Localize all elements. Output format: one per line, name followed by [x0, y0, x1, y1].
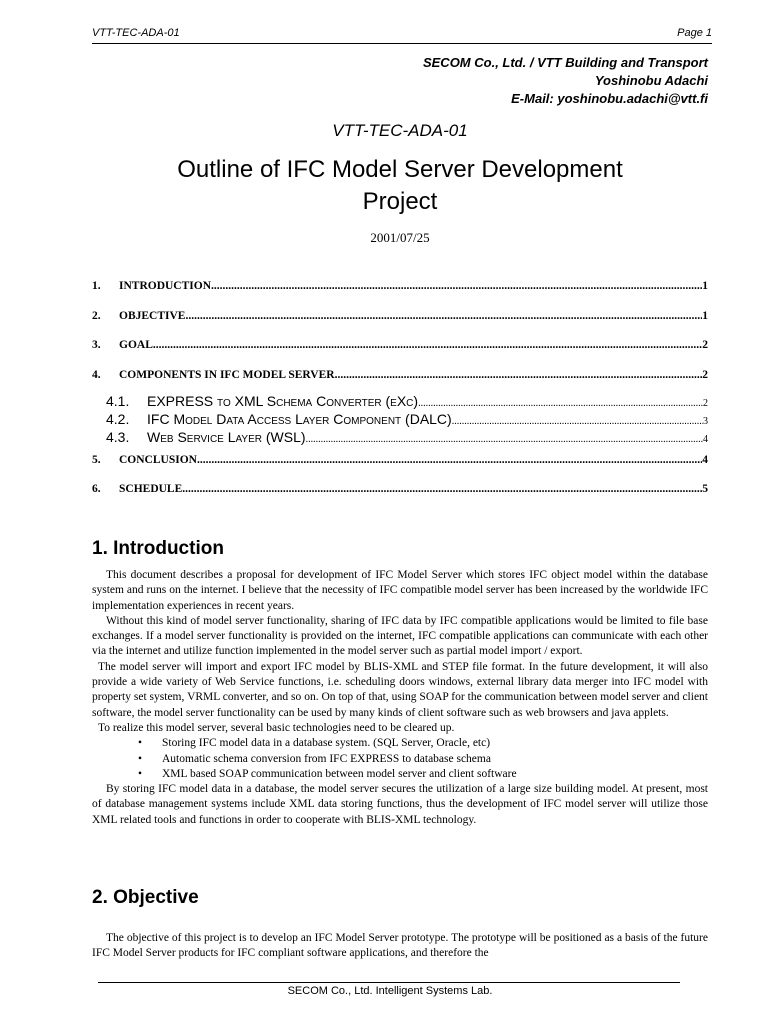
paragraph: By storing IFC model data in a database, the model server secures the utilization of a large size building model. At present, most of database management systems include XML data storing functions, thus the development of IFC model server will utilize those XML related tools and functions in order to cooperate with BLIS-XML technology. — [92, 783, 708, 826]
list-item — [92, 736, 708, 751]
bullet-icon: • — [138, 752, 143, 765]
toc-entry-title: COMPONENTS IN IFC MODEL SERVER — [119, 368, 335, 381]
toc-entry-page: 2 — [702, 368, 708, 381]
toc-subentry-dalc[interactable] — [92, 411, 708, 429]
header-divider — [92, 43, 712, 44]
document-id: VTT-TEC-ADA-01 — [332, 121, 468, 140]
paragraph: The model server will import and export IFC model by BLIS-XML and STEP file format. In the future development, it will also provide a wide variety of Web Service functions, i.e. scheduling doors windows, external library data merger into IFC model with property set system, VRML converter, and so on. On top of that, using SOAP for the communication between model server and client software, the model server functionality can be used by many kinds of client software such as web browsers and java applets. — [92, 660, 708, 719]
toc-leader-dots — [211, 280, 702, 292]
list-item — [92, 767, 708, 782]
toc-entry-page: 4 — [702, 453, 708, 466]
toc-subentry-page: 3 — [703, 415, 708, 427]
header-page-number: Page 1 — [677, 27, 712, 39]
document-date: 2001/07/25 — [370, 230, 430, 245]
toc-subentry-title: Web Service Layer (WSL) — [147, 428, 306, 445]
toc-leader-dots — [418, 398, 703, 409]
toc-entry-number: 5. — [92, 453, 101, 466]
toc-subentry-title: EXPRESS to XML Schema Converter (eXc) — [147, 392, 419, 409]
toc-subentry-exc[interactable] — [92, 393, 708, 411]
toc-entry-title: CONCLUSION — [119, 453, 197, 466]
document-title — [0, 154, 768, 218]
list-item-text: Storing IFC model data in a database system. (SQL Server, Oracle, etc) — [162, 737, 491, 750]
toc-entry-number: 6. — [92, 483, 101, 495]
toc-entry-goal[interactable] — [92, 339, 708, 369]
toc-entry-components[interactable] — [92, 369, 708, 393]
toc-leader-dots — [197, 454, 702, 466]
author-email: E-Mail: yoshinobu.adachi@vtt.fi — [511, 91, 708, 106]
toc-entry-schedule[interactable] — [92, 483, 708, 513]
paragraph: The objective of this project is to develop an IFC Model Server prototype. The prototype will be positioned as a basis of the future IFC Model Server products for IFC compliant software applications, and therefore the — [92, 932, 708, 960]
toc-entry-number: 3. — [92, 339, 101, 351]
toc-leader-dots — [306, 434, 703, 445]
toc-entry-page: 5 — [702, 483, 708, 495]
table-of-contents — [92, 280, 708, 513]
toc-entry-number: 4. — [92, 368, 101, 381]
list-item-text: Automatic schema conversion from IFC EXPRESS to database schema — [162, 752, 491, 765]
toc-leader-dots — [153, 339, 702, 351]
toc-subentry-number: 4.2. — [106, 410, 130, 427]
toc-leader-dots — [185, 310, 702, 322]
toc-entry-page: 1 — [702, 309, 708, 322]
paragraph: To realize this model server, several basic technologies need to be cleared up. — [98, 721, 455, 734]
bullet-list — [92, 736, 708, 782]
list-item — [92, 752, 708, 767]
toc-entry-page: 2 — [702, 339, 708, 351]
toc-subentry-page: 4 — [703, 433, 708, 445]
toc-subentry-number: 4.3. — [106, 428, 130, 445]
toc-entry-number: 2. — [92, 309, 101, 322]
toc-subentry-title: IFC Model Data Access Layer Component (DALC) — [147, 410, 452, 427]
document-title-line1: Outline of IFC Model Server Development — [177, 156, 623, 183]
affiliation-organization: SECOM Co., Ltd. / VTT Building and Transport — [422, 55, 708, 70]
toc-entry-conclusion[interactable] — [92, 454, 708, 484]
toc-entry-title: SCHEDULE — [119, 483, 183, 495]
toc-entry-title: OBJECTIVE — [119, 309, 186, 322]
toc-subentry-number: 4.1. — [106, 392, 130, 409]
toc-entry-title: GOAL — [119, 339, 153, 351]
toc-leader-dots — [335, 369, 703, 381]
header-doc-id: VTT-TEC-ADA-01 — [92, 27, 180, 39]
toc-leader-dots — [182, 483, 702, 495]
toc-entry-introduction[interactable] — [92, 280, 708, 310]
bullet-icon: • — [138, 767, 143, 780]
toc-entry-title: INTRODUCTION — [119, 280, 212, 292]
toc-leader-dots — [452, 416, 703, 427]
footer-divider — [98, 982, 680, 983]
list-item-text: XML based SOAP communication between model server and client software — [162, 767, 517, 780]
paragraph: Without this kind of model server functionality, sharing of IFC data by IFC compatible applications would be limited to file base exchanges. If a model server functionality is provided on the internet, IFC compatible applications can communicate with each other via the internet and utilize function implemented in the model server such as partial model import / export. — [92, 614, 708, 658]
toc-subentry-wsl[interactable] — [92, 429, 708, 454]
document-title-line2: Project — [362, 188, 438, 215]
bullet-icon: • — [138, 737, 143, 750]
author-name: Yoshinobu Adachi — [594, 73, 708, 88]
paragraph: This document describes a proposal for development of IFC Model Server which stores IFC object model within the database system and runs on the internet. I believe that the necessity of IFC compatible model server has been increased by the worldwide IFC implementation experiences in recent years. — [92, 569, 708, 612]
section-heading-introduction: 1. Introduction — [92, 538, 224, 559]
toc-entry-page: 1 — [702, 280, 708, 292]
toc-subentry-page: 2 — [703, 397, 708, 409]
section-objective-body — [92, 931, 708, 962]
toc-entry-objective[interactable] — [92, 310, 708, 340]
section-introduction-body — [92, 568, 708, 828]
section-heading-objective: 2. Objective — [92, 887, 199, 908]
footer-text: SECOM Co., Ltd. Intelligent Systems Lab. — [287, 985, 493, 997]
toc-entry-number: 1. — [92, 280, 101, 292]
affiliation-block — [423, 54, 708, 108]
